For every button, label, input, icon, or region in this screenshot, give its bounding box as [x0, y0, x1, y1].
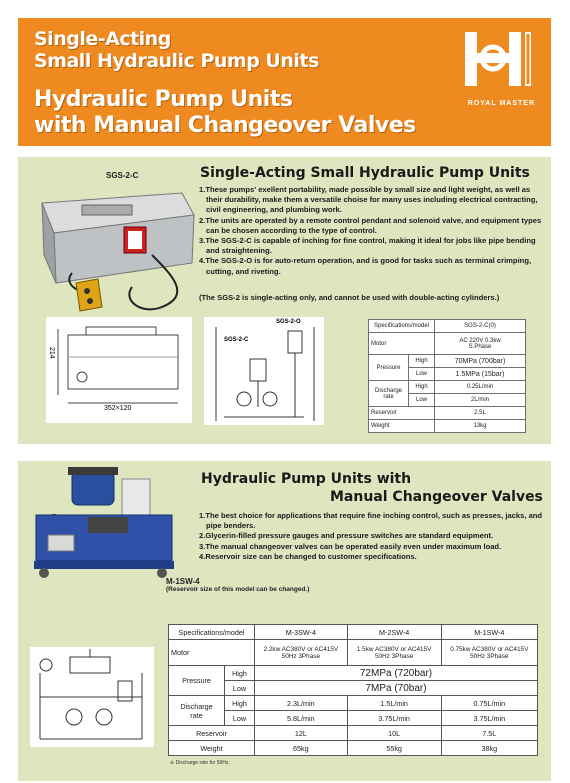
- spec2-pressure-label: Pressure: [169, 666, 225, 696]
- circuit-diagram-sgs: [204, 317, 324, 425]
- header-title-line1: Single-Acting: [34, 28, 171, 50]
- model-tag-sgs-2-c: SGS-2-C: [106, 171, 139, 180]
- section2-bullet-4: 4.Reservoir size can be changed to customer specifications.: [199, 551, 417, 561]
- spec2-discharge-high-m3: 2.3L/min: [255, 696, 348, 711]
- section1-bullet-3: 3.The SGS-2-C is capable of inching for fine control, making it ideal for jobs like pipe bending and straightening.: [199, 236, 536, 256]
- section2-bullet-2: 2.Glycerin-filled pressure gauges and pressure switches are standard equipment.: [199, 531, 494, 541]
- section2-bullet-1: 1.The best choice for applications that require fine inching control, such as presses, jacks, and pipe benders.: [199, 511, 543, 531]
- spec1-discharge-high-label: High: [409, 381, 435, 394]
- spec2-header-m2: M-2SW-4: [347, 625, 441, 640]
- spec1-discharge-high: 0.25L/min: [435, 381, 526, 394]
- spec2-weight-m2: 55kg: [347, 741, 441, 756]
- panel-manual-changeover: [18, 461, 551, 781]
- spec2-discharge-high-label: High: [225, 696, 255, 711]
- spec1-reservoir-label: Reservoir: [369, 407, 435, 420]
- spec2-pressure-low-label: Low: [225, 681, 255, 696]
- spec2-discharge-low-m1: 3.75L/min: [441, 711, 537, 726]
- circuit-diagram-m: [30, 647, 154, 747]
- section1-bullet-2: 2.The units are operated by a remote control pendant and solenoid valve, and equipment types can be chosen according to the type of control.: [199, 215, 542, 235]
- spec1-discharge-label-line1: Discharge: [374, 387, 402, 394]
- spec2-motor-m3: 2.2kw AC380V or AC415V 50Hz 3Phase: [255, 640, 348, 666]
- spec2-discharge-label: [169, 696, 225, 726]
- spec1-pressure-low-label: Low: [409, 368, 435, 381]
- spec1-pressure-high-label: High: [409, 355, 435, 368]
- model-tag-m-1sw-4: M-1SW-4: [166, 577, 200, 586]
- spec2-header-label: Specifications/model: [169, 625, 255, 640]
- logo-wordmark: ROYAL MASTER: [467, 100, 535, 107]
- section1-heading: Single-Acting Small Hydraulic Pump Units: [200, 165, 530, 181]
- spec1-pressure-label: Pressure: [369, 355, 409, 381]
- spec2-weight-label: Weight: [169, 741, 255, 756]
- drawing-height-dim: 214: [48, 347, 55, 359]
- circuit-diagram-svg: [204, 317, 324, 425]
- section1-bullet-1: 1.These pumps' exellent portability, made possible by small size and light weight, as well as their durability, make them a versatile choise for many uses including electrical contracting, civil engineering, and plumbing work.: [199, 185, 538, 215]
- spec1-reservoir: 2.5L: [435, 407, 526, 420]
- spec-table-sgs: [368, 319, 526, 433]
- circuit-diagram-m-svg: [30, 647, 154, 747]
- spec2-discharge-label-line2: rate: [190, 710, 203, 720]
- spec2-header-m3: M-3SW-4: [255, 625, 348, 640]
- spec1-discharge-low-label: Low: [409, 394, 435, 407]
- spec-table-m: [168, 624, 538, 756]
- section2-bullets: [199, 511, 544, 562]
- spec2-pressure-high-label: High: [225, 666, 255, 681]
- discharge-footnote: ※ Discharge rate for 50Hz.: [170, 760, 230, 766]
- header-banner: [18, 18, 551, 146]
- dimension-drawing: [46, 317, 192, 423]
- section2-bullet-3: 3.The manual changeover valves can be operated easily even under maximum load.: [199, 541, 502, 551]
- sgs-pump-photo: [32, 175, 200, 317]
- panel-single-acting: [18, 157, 551, 444]
- spec2-reservoir-m1: 7.5L: [441, 726, 537, 741]
- spec2-discharge-label-line1: Discharge: [180, 701, 213, 711]
- spec2-reservoir-label: Reservoir: [169, 726, 255, 741]
- spec1-motor-value: [435, 333, 526, 355]
- m-1sw-4-pump-photo: [28, 465, 178, 579]
- spec2-motor-label: Motor: [169, 640, 255, 666]
- header-title-line3: Hydraulic Pump Units: [34, 87, 293, 112]
- spec1-discharge-label-line2: rate: [383, 393, 394, 400]
- spec1-header-model: SGS-2-C(0): [435, 320, 526, 333]
- spec2-discharge-high-m1: 0.75L/min: [441, 696, 537, 711]
- spec2-reservoir-m3: 12L: [255, 726, 348, 741]
- spec2-pressure-high: 72MPa (720bar): [255, 666, 538, 681]
- spec2-weight-m1: 38kg: [441, 741, 537, 756]
- spec1-motor-label: Motor: [369, 333, 435, 355]
- spec1-motor-value-line2: S.Phase: [468, 343, 492, 350]
- section1-note: (The SGS-2 is single-acting only, and cannot be used with double-acting cylinders.): [199, 293, 500, 302]
- section1-bullet-4: 4.The SGS-2-O is for auto-return operation, and is good for tasks such as terminal crimping, cutting, and riveting.: [199, 256, 532, 276]
- spec2-header-m1: M-1SW-4: [441, 625, 537, 640]
- spec1-header-label: Specifications/model: [369, 320, 435, 333]
- spec1-weight-label: Weight: [369, 420, 435, 433]
- spec2-motor-m1: 0.75kw AC380V or AC415V 50Hz 3Phase: [441, 640, 537, 666]
- circuit-label-sgs-2-c: SGS-2-C: [224, 337, 249, 343]
- spec1-discharge-low: 2L/min: [435, 394, 526, 407]
- spec2-weight-m3: 65kg: [255, 741, 348, 756]
- royal-master-logo: [455, 26, 537, 98]
- spec2-discharge-low-m3: 5.8L/min: [255, 711, 348, 726]
- section2-heading-line2: Manual Changeover Valves: [330, 489, 543, 505]
- spec2-motor-m2: 1.5kw AC380V or AC415V 50Hz 3Phase: [347, 640, 441, 666]
- header-title-line4: with Manual Changeover Valves: [34, 113, 416, 138]
- spec2-discharge-high-m2: 1.5L/min: [347, 696, 441, 711]
- spec2-reservoir-m2: 10L: [347, 726, 441, 741]
- drawing-width-dim: 352×120: [104, 405, 132, 412]
- spec2-discharge-low-label: Low: [225, 711, 255, 726]
- section1-bullets: [199, 185, 544, 277]
- spec1-motor-value-line1: AC 220V 0.3kw: [459, 337, 501, 344]
- spec1-pressure-low: 1.5MPa (15bar): [435, 368, 526, 381]
- spec2-pressure-low: 7MPa (70bar): [255, 681, 538, 696]
- header-title-line2: Small Hydraulic Pump Units: [34, 50, 319, 72]
- spec1-pressure-high: 70MPa (700bar): [435, 355, 526, 368]
- circuit-label-sgs-2-o: SGS-2-O: [276, 319, 301, 325]
- spec1-discharge-label: [369, 381, 409, 407]
- model-note: (Reservoir size of this model can be changed.): [166, 586, 310, 593]
- section2-heading-line1: Hydraulic Pump Units with: [201, 471, 412, 487]
- spec1-weight: 13kg: [435, 420, 526, 433]
- spec2-discharge-low-m2: 3.75L/min: [347, 711, 441, 726]
